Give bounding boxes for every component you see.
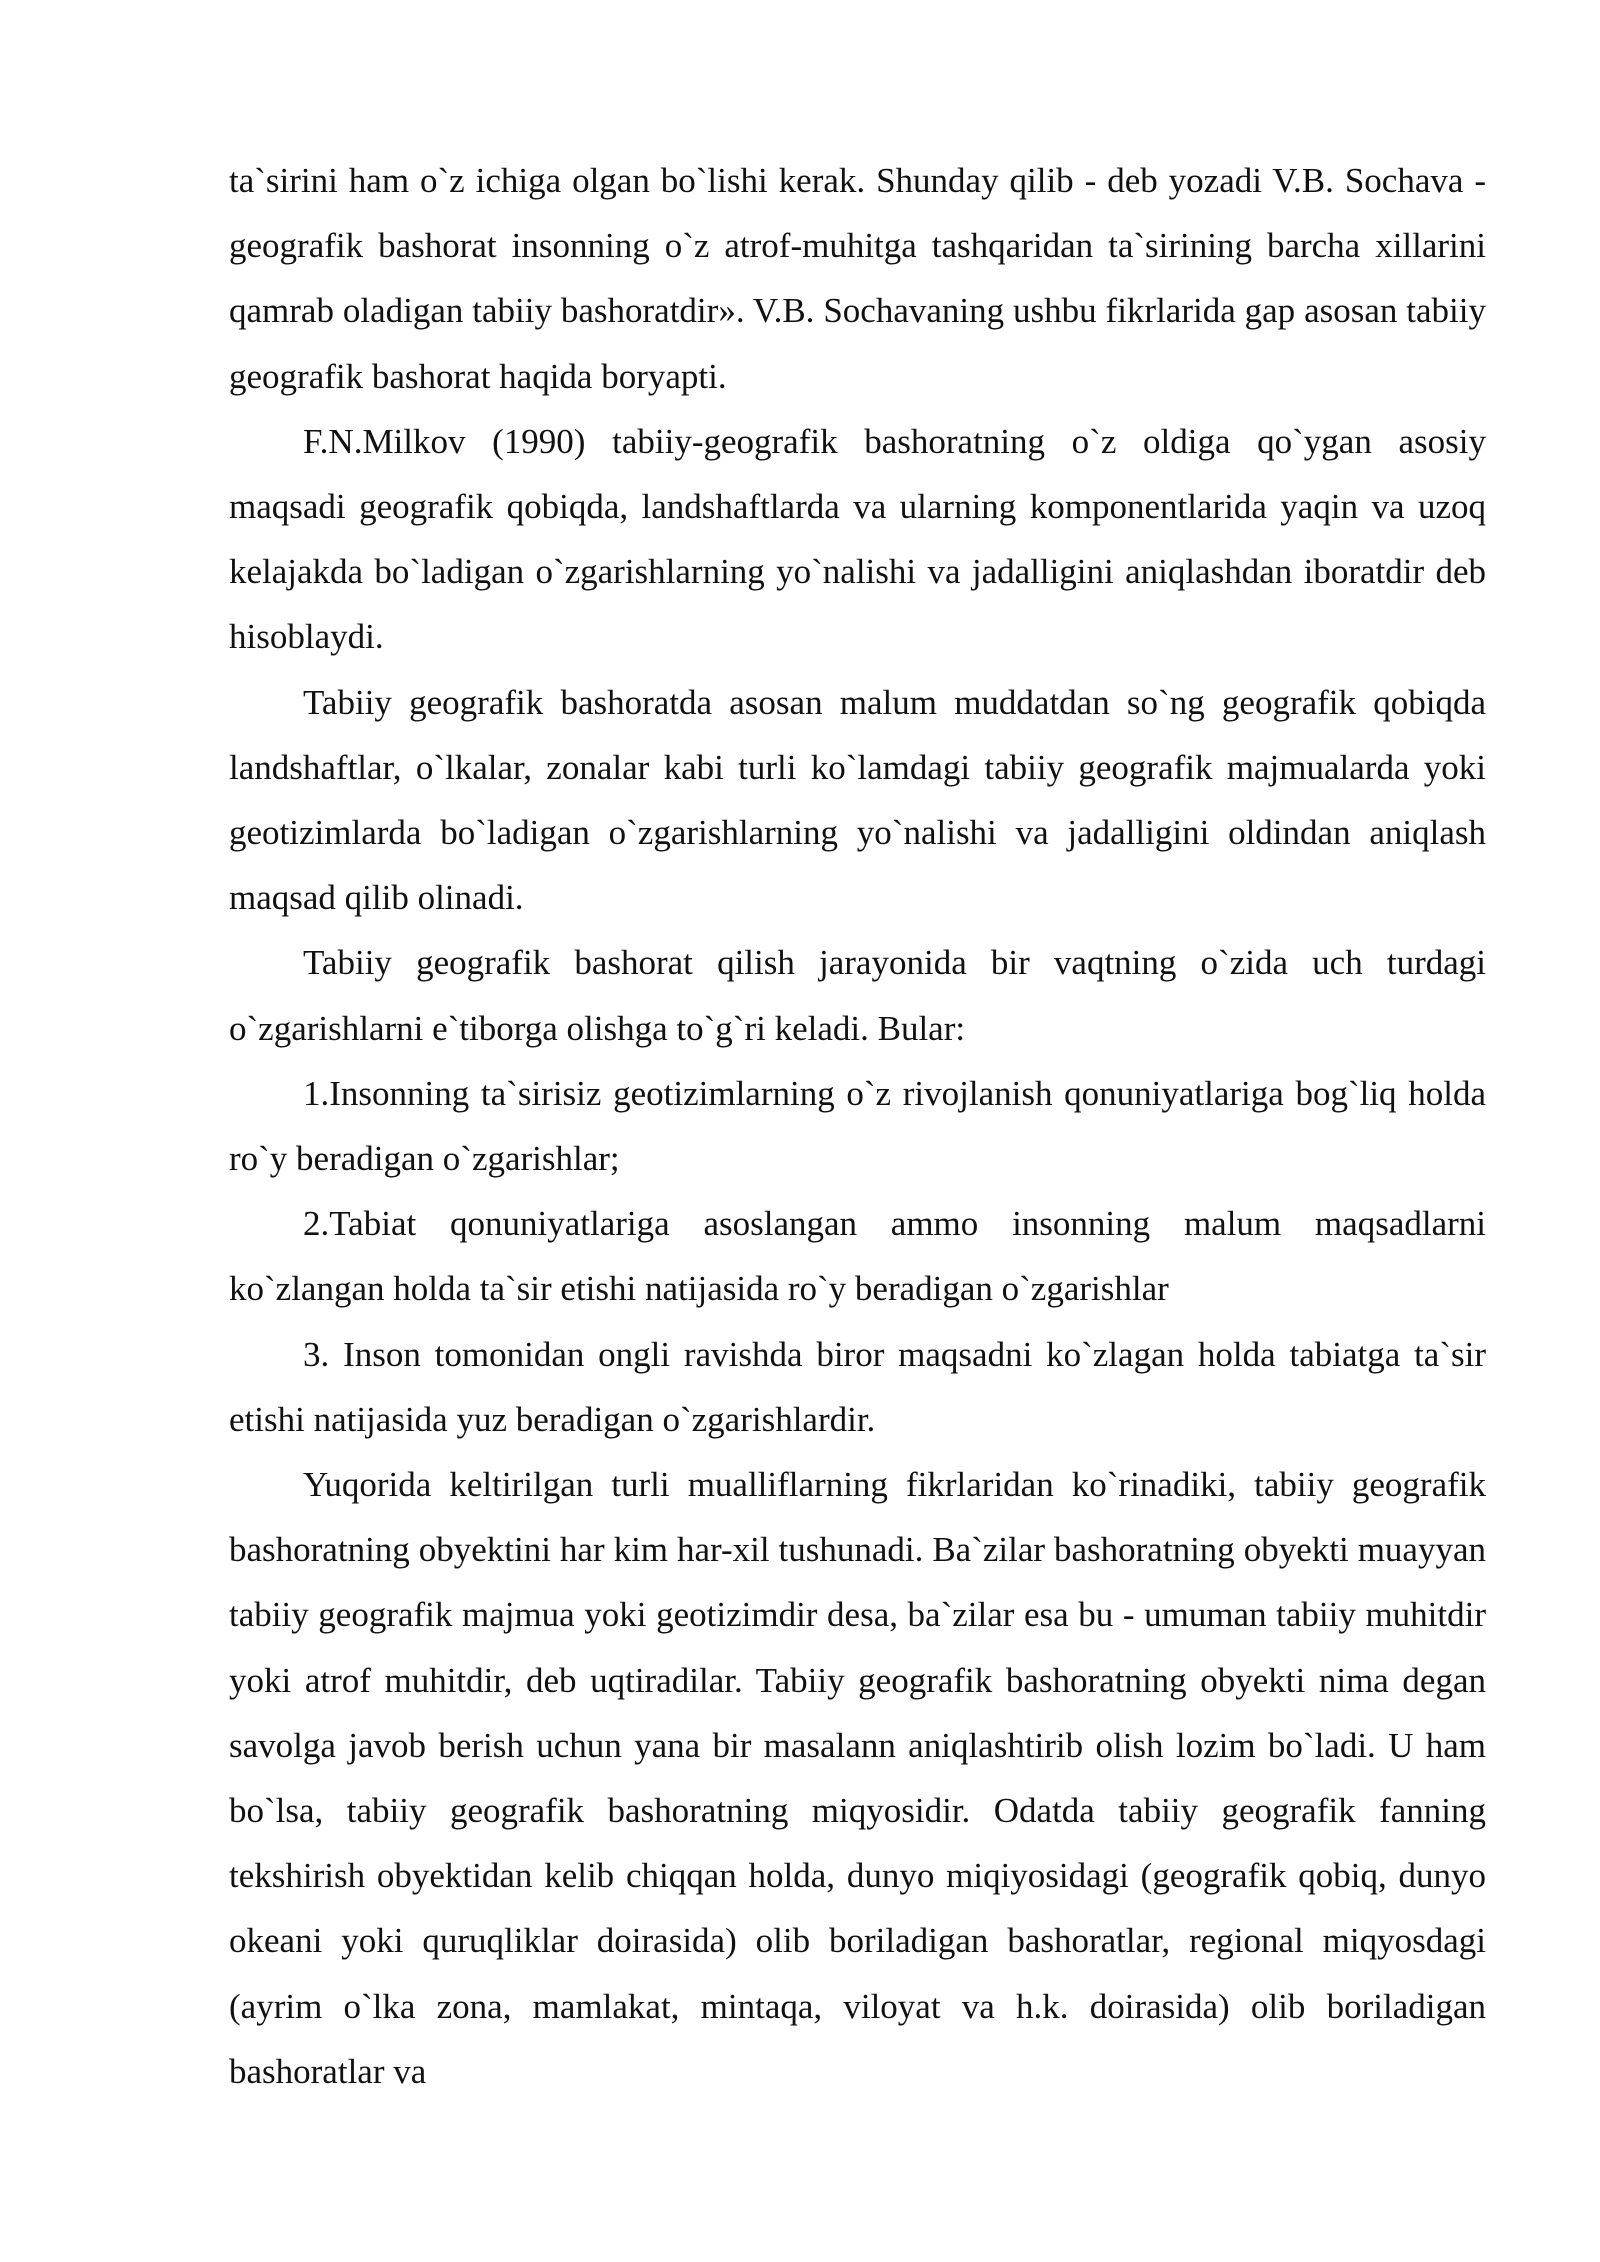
paragraph-three-changes-intro: Tabiiy geografik bashorat qilish jarayonida bir vaqtning o`zida uch turdagi o`zgarishlarni e`tiborga olishga to`g`ri keladi. Bular: — [229, 943, 1486, 1048]
document-body — [229, 148, 1486, 2104]
paragraph-milkov: F.N.Milkov (1990) tabiiy-geografik bashoratning o`z oldiga qo`ygan asosiy maqsadi geografik qobiqda, landshaftlarda va ularning komponentlarida yaqin va uzoq kelajakda bo`ladigan o`zgarishlarning yo`nalishi va jadalligini aniqlashdan iboratdir deb hisoblaydi. — [229, 421, 1486, 657]
list-item-1: 1.Insonning ta`sirisiz geotizimlarning o`z rivojlanish qonuniyatlariga bog`liq holda ro`y beradigan o`zgarishlar; — [229, 1073, 1486, 1179]
list-item-2: 2.Tabiat qonuniyatlariga asoslangan ammo insonning malum maqsadlarni ko`zlangan holda ta`sir etishi natijasida ro`y beradigan o`zgarishlar — [229, 1204, 1486, 1309]
paragraph-continuation: ta`sirini ham o`z ichiga olgan bo`lishi kerak. Shunday qilib - deb yozadi V.B. Sochava - geografik bashorat insonning o`z atrof-muhitga tashqaridan ta`sirining barcha xillarini qamrab oladigan tabiiy bashoratdir». V.B. Sochavaning ushbu fikrlarida gap asosan tabiiy geografik bashorat haqida boryapti. — [229, 161, 1486, 396]
paragraph-forecast-aim: Tabiiy geografik bashoratda asosan malum muddatdan so`ng geografik qobiqda landshaftlar, o`lkalar, zonalar kabi turli ko`lamdagi tabiiy geografik majmualarda yoki geotizimlarda bo`ladigan o`zgarishlarning yo`nalishi va jadalligini oldindan aniqlash maqsad qilib olinadi. — [229, 682, 1486, 918]
paragraph-forecast-object: Yuqorida keltirilgan turli mualliflarning fikrlaridan ko`rinadiki, tabiiy geografik bashoratning obyektini har kim har-xil tushunadi. Ba`zilar bashoratning obyekti muayyan tabiiy geografik majmua yoki geotizimdir desa, ba`zilar esa bu - umuman tabiiy muhitdir yoki atrof muhitdir, deb uqtiradilar. Tabiiy geografik bashoratning obyekti nima degan savolga javob berish uchun yana bir masalann aniqlashtirib olish lozim bo`ladi. U ham bo`lsa, tabiiy geografik bashoratning miqyosidir. Odatda tabiiy geografik fanning tekshirish obyektidan kelib chiqqan holda, dunyo miqiyosidagi (geografik qobiq, dunyo okeani yoki quruqliklar doirasida) olib boriladigan bashoratlar, regional miqyosdagi (ayrim o`lka zona, mamlakat, mintaqa, viloyat va h.k. doirasida) olib boriladigan bashoratlar va — [229, 1465, 1486, 2091]
list-item-3: 3. Inson tomonidan ongli ravishda biror maqsadni ko`zlagan holda tabiatga ta`sir etishi natijasida yuz beradigan o`zgarishlardir. — [229, 1334, 1486, 1439]
